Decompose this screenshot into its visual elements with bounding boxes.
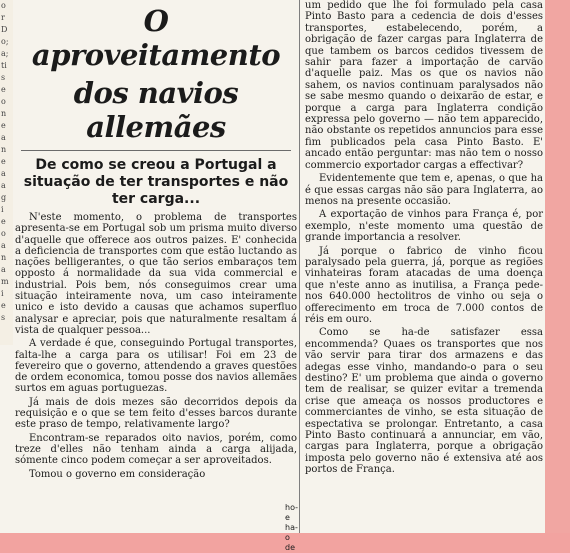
paragraph: Como se ha-de satisfazer essa encommenda? Quaes os transportes que nos vão servir para tirar dos armazens e das adegas esse vinho, mandando-o para o seu destino? E' um problema que ainda o governo tem de realisar, se quizer evitar a tremenda crise que ameaça os nossos productores e commerciantes de vinho, se esta situação de espectativa se prolongar. Entretanto, a casa Pinto Basto continuará a annunciar, em vão, cargas para Inglaterra, porque a obrigação imposta pelo governo não é extensiva até aos portos de França. — [305, 327, 543, 476]
left-column — [15, 0, 297, 533]
bleed-fragment: i — [1, 289, 4, 298]
article-headline — [15, 4, 297, 144]
headline-line-1: O aproveitamento — [31, 4, 281, 72]
paragraph: um pedido que lhe foi formulado pela casa Pinto Basto para a cedencia de dois d'esses transportes, estabelecendo, porém, a obrigação de fazer cargas para Inglaterra de que tambem os barcos cedidos tivessem de sahir para fazer a importação de carvão d'aquelle paiz. Mas os que os navios não sahem, os navios continuam paralysados não se sabe mesmo quando o deixarão de estar, e porque a carga para Inglaterra condição expressa pelo governo — não tem apparecido, não obstante os repetidos annuncios para esse fim publicados pela casa Pinto Basto. E' ancado então perguntar: mas não tem o nosso commercio exportador cargas a effectivar? — [305, 0, 543, 171]
bleed-fragment: i — [1, 205, 4, 214]
headline-divider — [21, 150, 291, 151]
bleed-fragment: n — [1, 253, 7, 262]
bleed-fragment: a — [1, 241, 6, 250]
bleed-fragment: s — [1, 313, 6, 322]
bleed-fragment: s — [1, 73, 6, 82]
bleed-fragment: a; — [1, 49, 9, 58]
bleed-fragment: e — [1, 217, 6, 226]
paragraph: A verdade é que, conseguindo Portugal transportes, falta-lhe a carga para os utilisar! Foi em 23 de fevereiro que o governo, attendendo a graves questões de ordem economica, tomou posse dos navios allemães surtos em aguas portuguezas. — [15, 338, 297, 395]
paragraph: Já mais de dois mezes são decorridos depois da requisição e o que se tem feito d'esses barcos durante este praso de tempo, relativamente largo? — [15, 396, 297, 431]
bleed-fragment: a — [1, 133, 6, 142]
bleed-fragment: e — [1, 121, 6, 130]
bleed-fragment: o — [1, 229, 6, 238]
article-subheading: De como se creou a Portugal a situação de ter transportes e não ter carga... — [23, 157, 289, 207]
bleed-fragment: n — [1, 109, 7, 118]
bleed-fragment: n — [1, 145, 7, 154]
bleed-fragment: ti — [1, 61, 7, 70]
paragraph: Evidentemente que tem e, apenas, o que ha é que essas cargas não são para Inglaterra, ao menos na presente occasião. — [305, 173, 543, 207]
paragraph: N'este momento, o problema de transportes apresenta-se em Portugal sob um prisma muito diverso d'aquelle que offerece aos outros paizes. E' conhecida a deficiencia de transportes com que estão luctando as nações belligerantes, o que tão serios embaraços tem opposto á normalidade da sua vida commercial e industrial. Pois bem, nós conseguimos crear uma situação inteiramente nova, um caso inteiramente unico e isto devido a causas que achamos superfluo analysar e apreciar, pois que naturalmente resaltam á vista de qualquer pessoa... — [15, 212, 297, 336]
paragraph: Tomou o governo em consideração — [29, 468, 206, 480]
bleed-fragment: e — [1, 301, 6, 310]
bleed-fragment: a — [1, 265, 6, 274]
bleed-fragment: a — [1, 181, 6, 190]
paragraph: Já porque o fabrico de vinho ficou paralysado pela guerra, já, porque as regiões vinhateiras foram atacadas de uma doença que n'este anno as inutilisa, a França pede-nos 640.000 hectolitros de vinho ou seja o offerecimento em troca de 7.000 contos de réis em ouro. — [305, 245, 543, 325]
adjacent-column-edge — [0, 0, 13, 345]
bleed-fragment: o — [1, 97, 6, 106]
adjacent-article-stub — [285, 503, 301, 553]
bleed-fragment: D — [1, 25, 8, 34]
bleed-fragment: e — [1, 157, 6, 166]
right-column-body — [305, 0, 543, 476]
stub-line: o de — [285, 533, 295, 552]
stub-line: e ha- — [285, 513, 298, 532]
column-divider — [299, 0, 300, 533]
paragraph: Encontram-se reparados oito navios, porém, como treze d'elles não tenham ainda a carga alijada, sómente cinco podem começar a ser aproveitados. — [15, 432, 297, 467]
left-column-body — [15, 212, 297, 480]
bleed-fragment: a — [1, 169, 6, 178]
bleed-fragment: g — [1, 193, 7, 202]
headline-line-2: dos navios allemães — [73, 76, 239, 144]
paragraph: A exportação de vinhos para França é, por exemplo, n'este momento uma questão de grande importancia a resolver. — [305, 209, 543, 244]
bleed-fragment: e — [1, 85, 6, 94]
right-column — [305, 0, 543, 533]
bleed-fragment: o — [1, 1, 6, 10]
bleed-fragment: m — [1, 277, 9, 286]
bleed-fragment: o; — [1, 37, 9, 46]
bleed-fragment: r — [1, 13, 5, 22]
stub-line: ho- — [285, 503, 298, 512]
